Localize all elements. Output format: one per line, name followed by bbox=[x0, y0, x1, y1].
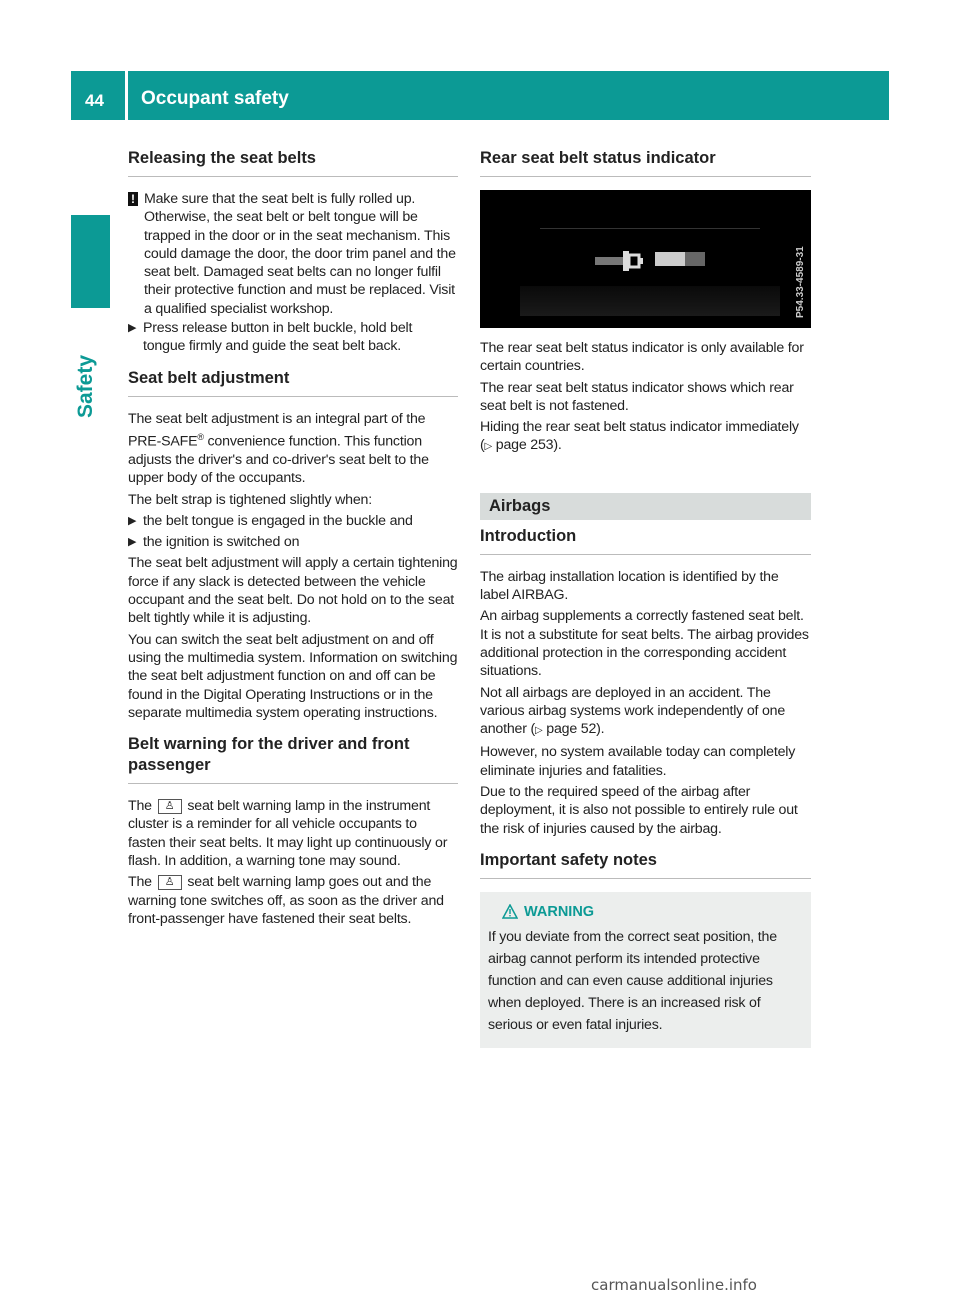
paragraph: The seat belt adjustment will apply a certain tightening force if any slack is detected between the vehicle occupant and the seat belt. Do not hold on to the seat belt tightly while it is adjusting. bbox=[128, 555, 458, 627]
paragraph: The belt strap is tightened slightly when: bbox=[128, 491, 372, 508]
chapter-title: Occupant safety bbox=[141, 88, 289, 109]
rear-seat-belt-indicator-image bbox=[480, 190, 811, 328]
seat-belt-warning-icon: ♙ bbox=[158, 875, 182, 890]
paragraph: An airbag supplements a correctly fastened seat belt. It is not a substitute for seat belts. The airbag provides additional protection in the corresponding accident situations. bbox=[480, 608, 809, 680]
paragraph: Not all airbags are deployed in an accident. The various airbag systems work independently of one another (▷ page 52). bbox=[480, 684, 786, 738]
paragraph: The seat belt adjustment is an integral part of the PRE-SAFE® convenience function. This function adjusts the driver's and co-driver's seat belt to the upper body of the occupants. bbox=[128, 410, 429, 487]
page-number: 44 bbox=[85, 91, 104, 110]
paragraph: Due to the required speed of the airbag after deployment, it is also not possible to entirely rule out the risk of injuries caused by the airbag. bbox=[480, 784, 798, 837]
seat-belt-warning-icon: ♙ bbox=[158, 799, 182, 814]
warning-header bbox=[502, 904, 803, 920]
seat-belt-buckle-icon bbox=[595, 248, 715, 274]
paragraph: The rear seat belt status indicator shows which rear seat belt is not fastened. bbox=[480, 379, 794, 414]
page-reference-link[interactable]: page 253 bbox=[495, 437, 554, 454]
image-code: P54.33-4589-31 bbox=[795, 246, 806, 318]
paragraph: The rear seat belt status indicator is only available for certain countries. bbox=[480, 340, 804, 375]
paragraph: The ♙ seat belt warning lamp goes out and the warning tone switches off, as soon as the driver and front-passenger have fastened their seat belts. bbox=[128, 874, 444, 927]
warning-triangle-icon bbox=[502, 904, 518, 919]
section-title-safety-notes: Important safety notes bbox=[480, 850, 811, 879]
airbags-heading-bar: Airbags bbox=[480, 493, 811, 520]
warning-text: If you deviate from the correct seat position, the airbag cannot perform its intended protective function and can even cause additional injuries when deployed. There is an increased risk of serious or even fatal injuries. bbox=[488, 928, 777, 1033]
bullet-icon: ▶ bbox=[128, 536, 137, 549]
caution-note bbox=[128, 190, 458, 318]
paragraph: The ♙ seat belt warning lamp in the instrument cluster is a reminder for all vehicle occupants to fasten their seat belts. It may light up continuously or flash. In addition, a warning tone may sound. bbox=[128, 798, 448, 870]
side-tab-block bbox=[71, 215, 110, 308]
warning-title: WARNING bbox=[524, 903, 595, 920]
instruction-text: Press release button in belt buckle, hold belt tongue firmly and guide the seat belt back. bbox=[143, 320, 413, 355]
section-title-introduction: Introduction bbox=[480, 526, 811, 555]
section-title-releasing: Releasing the seat belts bbox=[128, 148, 458, 177]
side-tab-label: Safety bbox=[74, 354, 97, 418]
list-item: ▶ the belt tongue is engaged in the buckle and bbox=[128, 512, 413, 529]
paragraph: You can switch the seat belt adjustment on and off using the multimedia system. Information on switching the seat belt adjustment function on and off can be found in the Digital Operating Instructions or in the separate multimedia system operating instructions. bbox=[128, 631, 458, 721]
exclamation-icon: ! bbox=[128, 192, 138, 206]
warning-box bbox=[480, 892, 811, 1048]
page-ref-arrow-icon: ▷ bbox=[484, 441, 493, 453]
section-title-adjustment: Seat belt adjustment bbox=[128, 368, 458, 397]
paragraph: However, no system available today can completely eliminate injuries and fatalities. bbox=[480, 744, 796, 779]
right-column bbox=[480, 148, 811, 1048]
section-title-rear-indicator: Rear seat belt status indicator bbox=[480, 148, 811, 177]
watermark: carmanualsonline.info bbox=[591, 1276, 757, 1294]
bullet-icon: ▶ bbox=[128, 514, 137, 527]
page-reference-link[interactable]: page 52 bbox=[546, 721, 597, 738]
list-item: ▶ the ignition is switched on bbox=[128, 534, 300, 551]
arrow-right-icon: ▶ bbox=[128, 322, 137, 335]
section-title-belt-warning: Belt warning for the driver and front passenger bbox=[128, 734, 458, 784]
caution-text: Make sure that the seat belt is fully rolled up. Otherwise, the seat belt or belt tongue will be trapped in the door or in the seat mechanism. This could damage the door, the door trim panel and the seat belt. Damaged seat belts can no longer fulfil their protective function and must be replaced. Visit a qualified specialist workshop. bbox=[144, 191, 456, 317]
registered-mark: ® bbox=[197, 431, 204, 442]
page-header bbox=[71, 71, 889, 120]
left-column bbox=[128, 148, 458, 931]
instruction-step bbox=[128, 319, 458, 356]
paragraph: Hiding the rear seat belt status indicator immediately (▷ page 253). bbox=[480, 419, 799, 454]
header-divider bbox=[125, 71, 128, 120]
paragraph: The airbag installation location is identified by the label AIRBAG. bbox=[480, 568, 779, 604]
page-ref-arrow-icon: ▷ bbox=[535, 725, 543, 737]
bullet-list bbox=[128, 512, 458, 552]
